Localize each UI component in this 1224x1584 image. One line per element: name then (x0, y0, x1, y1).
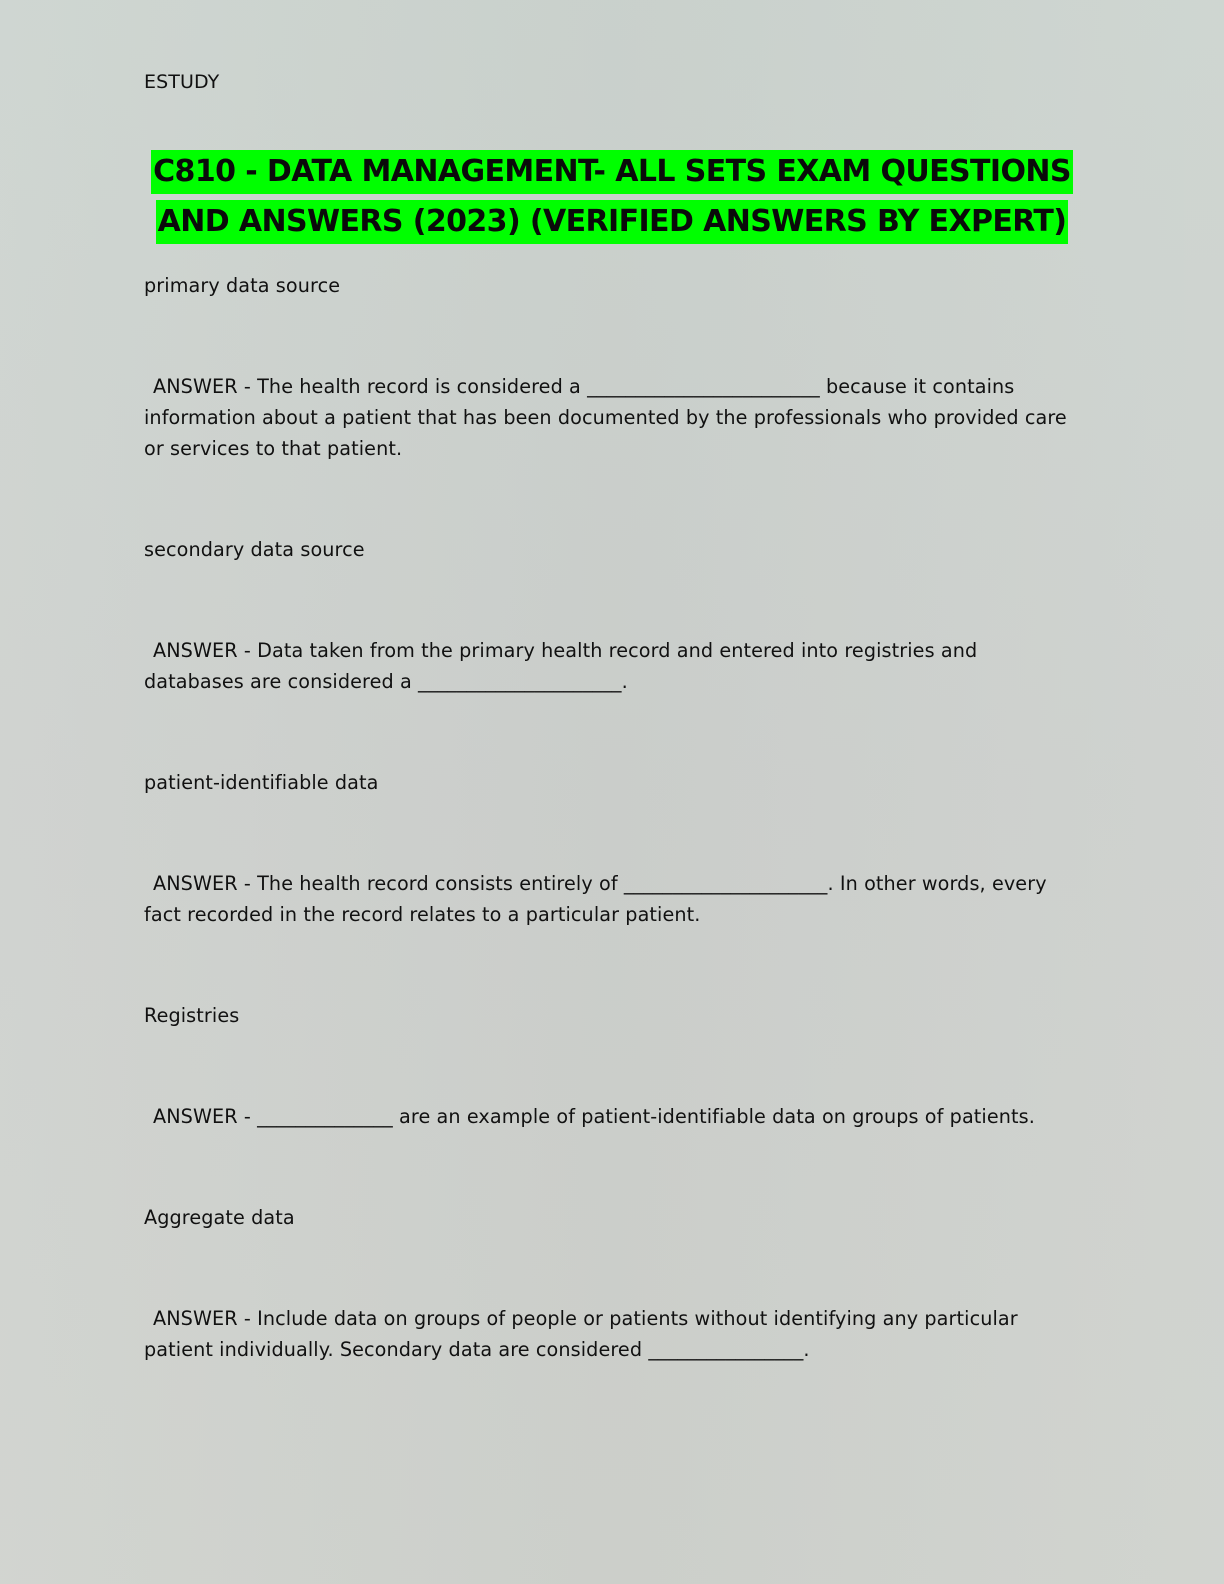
title-line-1: C810 - DATA MANAGEMENT- ALL SETS EXAM QUESTIONS (151, 150, 1073, 194)
term-text: secondary data source (144, 538, 365, 561)
answer-text: ANSWER - Include data on groups of people or patients without identifying any particular patient individually. Secondary data are considered ________________. (144, 1307, 1018, 1361)
qa-list (144, 270, 1080, 1365)
document-title (144, 150, 1080, 244)
term-text: Aggregate data (144, 1206, 295, 1229)
document-header: ESTUDY (144, 71, 220, 93)
answer-text: ANSWER - The health record is considered a ________________________ because it contains information about a patient that has been documented by the professionals who provided care or services to that patient. (144, 375, 1067, 460)
qa-item (144, 270, 1080, 534)
term-text: Registries (144, 1004, 240, 1027)
title-line-2: AND ANSWERS (2023) (VERIFIED ANSWERS BY EXPERT) (156, 200, 1069, 244)
qa-item (144, 1202, 1080, 1365)
term-text: primary data source (144, 274, 341, 297)
answer-text: ANSWER - ______________ are an example of patient-identifiable data on groups of patients. (153, 1105, 1035, 1128)
answer-text: ANSWER - The health record consists entirely of _____________________. In other words, every fact recorded in the record relates to a particular patient. (144, 872, 1047, 926)
qa-item (144, 1000, 1080, 1202)
term-text: patient-identifiable data (144, 771, 379, 794)
qa-item (144, 767, 1080, 1000)
qa-item (144, 534, 1080, 767)
answer-text: ANSWER - Data taken from the primary health record and entered into registries and databases are considered a _____________________. (144, 639, 978, 693)
